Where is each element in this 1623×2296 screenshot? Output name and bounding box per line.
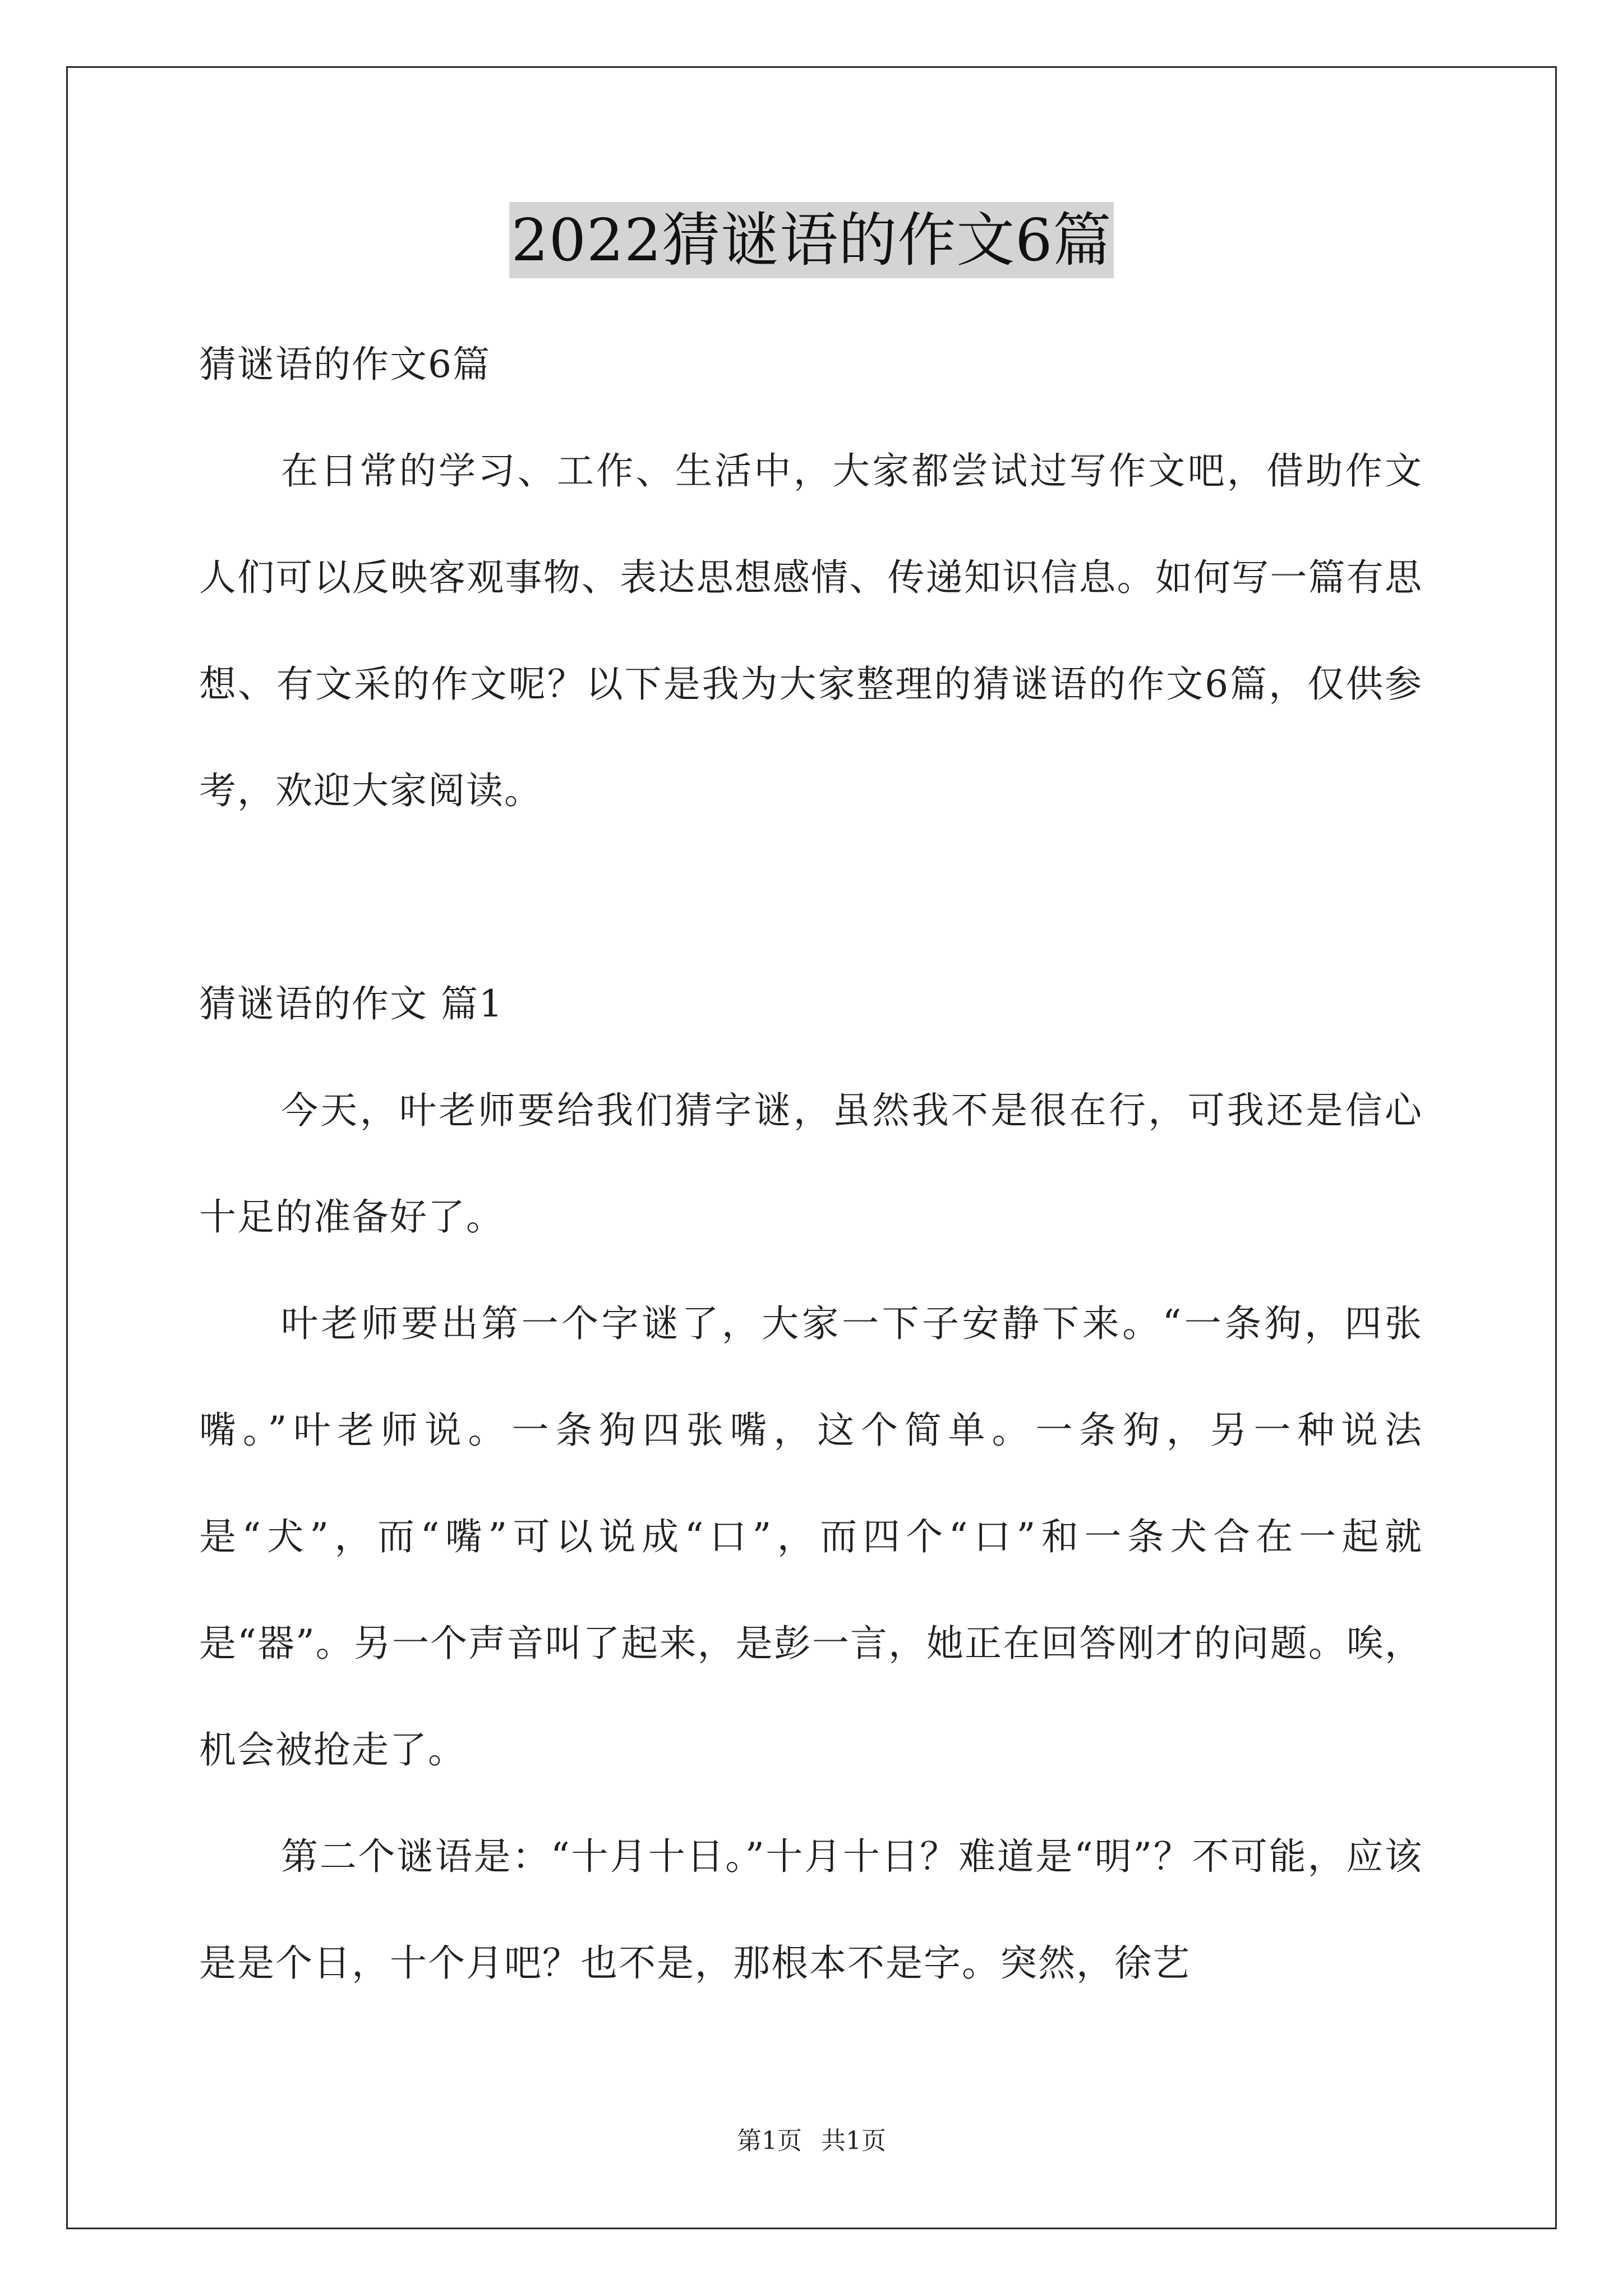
section-spacer — [199, 844, 1423, 951]
page-number: 第1页 — [737, 2127, 802, 2155]
document-title: 2022猜谜语的作文6篇 — [509, 202, 1114, 278]
page-total: 共1页 — [821, 2127, 886, 2155]
page-footer — [0, 2120, 1623, 2156]
document-body — [199, 311, 1423, 2017]
body-paragraph: 叶老师要出第一个字谜了，大家一下子安静下来。“一条狗，四张嘴。”叶老师说。一条狗四张嘴，这个简单。一条狗，另一种说法是“犬”，而“嘴”可以说成“口”，而四个“口”和一条犬合在一起就是“器”。另一个声音叫了起来，是彭一言，她正在回答刚才的问题。唉，机会被抢走了。 — [199, 1302, 1423, 1772]
body-paragraph: 今天，叶老师要给我们猜字谜，虽然我不是很在行，可我还是信心十足的准备好了。 — [199, 1089, 1423, 1239]
intro-paragraph: 在日常的学习、工作、生活中，大家都尝试过写作文吧，借助作文人们可以反映客观事物、表达思想感情、传递知识信息。如何写一篇有思想、有文采的作文呢？以下是我为大家整理的猜谜语的作文6篇，仅供参考，欢迎大家阅读。 — [199, 449, 1423, 812]
document-subtitle: 猜谜语的作文6篇 — [199, 343, 491, 386]
body-paragraph: 第二个谜语是：“十月十日。”十月十日？难道是“明”？不可能，应该是是个日，十个月吧？也不是，那根本不是字。突然，徐艺 — [199, 1835, 1423, 1985]
title-container — [0, 202, 1623, 278]
section-heading: 猜谜语的作文 篇1 — [199, 982, 504, 1025]
